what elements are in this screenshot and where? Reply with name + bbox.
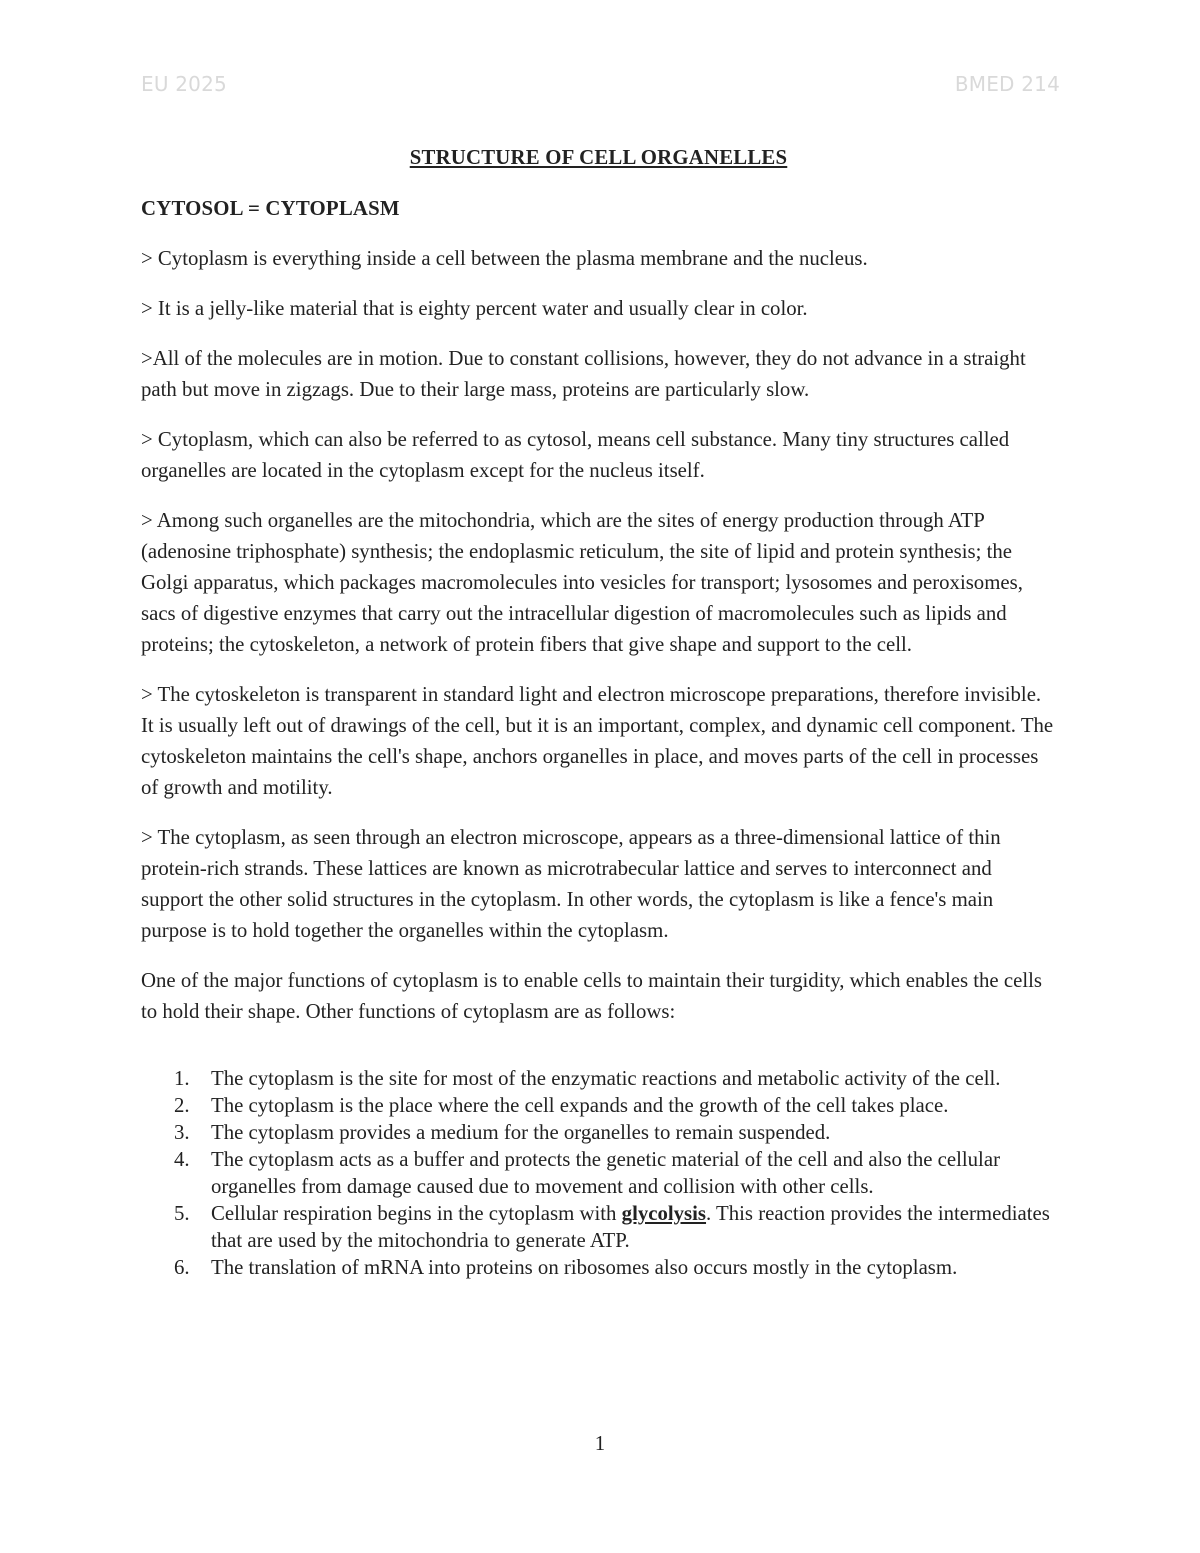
list-item-text: The cytoplasm is the place where the cell expands and the growth of the cell takes place. <box>211 1094 949 1117</box>
list-item-text-after: . This reaction provides the intermediates that are used by the mitochondria to generate ATP. <box>211 1202 1050 1252</box>
paragraph-7: > The cytoplasm, as seen through an electron microscope, appears as a three-dimensional lattice of thin protein-rich strands. These lattices are known as microtrabecular lattice and serves to interconnect and support the other solid structures in the cytoplasm. In other words, the cytoplasm is like a fence's main purpose is to hold together the organelles within the cytoplasm. <box>141 826 1001 942</box>
glycolysis-link[interactable]: glycolysis <box>621 1202 707 1225</box>
section-heading: CYTOSOL = CYTOPLASM <box>141 197 400 220</box>
page-number: 1 <box>594 1432 606 1455</box>
functions-list <box>141 1065 1056 1281</box>
list-number: 6. <box>174 1256 190 1279</box>
list-item <box>141 1065 1056 1092</box>
list-item <box>141 1146 1056 1200</box>
document-title: STRUCTURE OF CELL ORGANELLES <box>409 146 788 169</box>
list-number: 2. <box>174 1094 190 1117</box>
list-number: 5. <box>174 1202 190 1225</box>
list-item <box>141 1119 1056 1146</box>
list-item <box>141 1200 1056 1254</box>
list-item <box>141 1092 1056 1119</box>
list-item-text: The translation of mRNA into proteins on ribosomes also occurs mostly in the cytoplasm. <box>211 1256 958 1279</box>
list-number: 4. <box>174 1148 190 1171</box>
paragraph-1: > Cytoplasm is everything inside a cell between the plasma membrane and the nucleus. <box>141 247 868 270</box>
list-item-text: The cytoplasm provides a medium for the organelles to remain suspended. <box>211 1121 831 1144</box>
list-number: 3. <box>174 1121 190 1144</box>
list-number: 1. <box>174 1067 190 1090</box>
paragraph-4: > Cytoplasm, which can also be referred to as cytosol, means cell substance. Many tiny structures called organelles are located in the cytoplasm except for the nucleus itself. <box>141 428 1010 482</box>
header-course-year: EU 2025 <box>141 72 227 96</box>
paragraph-5: > Among such organelles are the mitochondria, which are the sites of energy production through ATP (adenosine triphosphate) synthesis; the endoplasmic reticulum, the site of lipid and protein synthesis; the Golgi apparatus, which packages macromolecules into vesicles for transport; lysosomes and peroxisomes, sacs of digestive enzymes that carry out the intracellular digestion of macromolecules such as lipids and proteins; the cytoskeleton, a network of protein fibers that give shape and support to the cell. <box>141 509 1023 656</box>
list-item <box>141 1254 1056 1281</box>
list-item-text: The cytoplasm is the site for most of the enzymatic reactions and metabolic activity of the cell. <box>211 1067 1001 1090</box>
paragraph-3: >All of the molecules are in motion. Due to constant collisions, however, they do not advance in a straight path but move in zigzags. Due to their large mass, proteins are particularly slow. <box>141 347 1026 401</box>
document-body <box>141 142 1056 1281</box>
paragraph-6: > The cytoskeleton is transparent in standard light and electron microscope preparations, therefore invisible. It is usually left out of drawings of the cell, but it is an important, complex, and dynamic cell component. The cytoskeleton maintains the cell's shape, anchors organelles in place, and moves parts of the cell in processes of growth and motility. <box>141 683 1054 799</box>
paragraph-2: > It is a jelly-like material that is eighty percent water and usually clear in color. <box>141 297 808 320</box>
list-item-text: The cytoplasm acts as a buffer and protects the genetic material of the cell and also the cellular organelles from damage caused due to movement and collision with other cells. <box>211 1148 1000 1198</box>
header-course-code: BMED 214 <box>954 72 1060 96</box>
paragraph-8: One of the major functions of cytoplasm is to enable cells to maintain their turgidity, which enables the cells to hold their shape. Other functions of cytoplasm are as follows: <box>141 969 1042 1023</box>
list-item-text-before: Cellular respiration begins in the cytoplasm with <box>211 1202 622 1225</box>
